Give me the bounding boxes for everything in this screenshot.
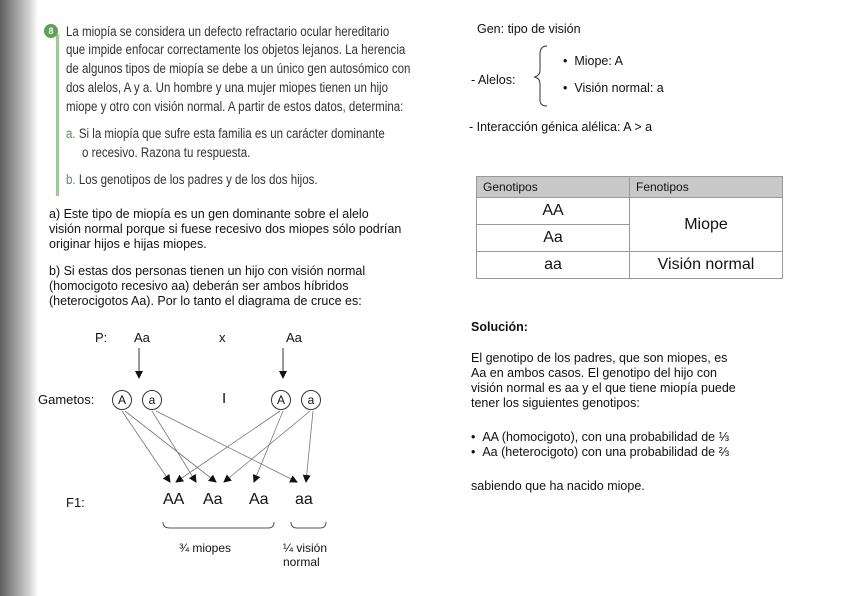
group-miopes-label: ¾ miopes xyxy=(178,541,232,555)
offspring-genotype: aa xyxy=(295,491,313,508)
solution-line: El genotipo de los padres, que son miopes, es xyxy=(471,351,728,365)
gamete-circle: a xyxy=(142,390,162,410)
table-header: Genotipos xyxy=(477,177,630,198)
gen-line: Gen: tipo de visión xyxy=(477,22,581,36)
solution-bullet-text: Aa (heterocigoto) con una probabilidad de ⅔ xyxy=(482,445,730,459)
parent1-genotype: Aa xyxy=(134,330,150,345)
gametes-label: Gametos: xyxy=(38,392,95,407)
gamete-circle: A xyxy=(271,390,291,410)
gamete-circle: a xyxy=(301,390,321,410)
f1-label: F1: xyxy=(66,495,85,510)
solution-title: Solución: xyxy=(471,320,528,334)
table-genotype-cell: aa xyxy=(477,252,630,279)
allele-text: Miope: A xyxy=(574,54,623,68)
answer-b-line: b) Si estas dos personas tienen un hijo con visión normal xyxy=(49,264,366,278)
group-normal-line: normal xyxy=(283,555,320,569)
question-a-text: Si la miopía que sufre esta familia es un carácter dominante xyxy=(78,126,385,141)
question-a-letter: a. xyxy=(66,126,76,141)
exercise-line: La miopía se considera un defecto refractario ocular hereditario xyxy=(66,24,390,39)
exercise-number-badge: 8 xyxy=(44,24,58,38)
exercise-line: dos alelos, A y a. Un hombre y una mujer miopes tienen un hijo xyxy=(66,80,389,95)
offspring-genotype: AA xyxy=(163,491,185,508)
table-phenotype-cell: Visión normal xyxy=(630,252,783,279)
exercise-line: miope y otro con visión normal. A partir de estos datos, determina: xyxy=(66,99,404,114)
allele-item: • Visión normal: a xyxy=(563,81,664,95)
exercise-line: que impide enfocar correctamente los objetos lejanos. La herencia xyxy=(66,42,406,57)
solution-line: tener los siguientes genotipos: xyxy=(471,396,640,410)
offspring-genotype: Aa xyxy=(203,491,223,508)
genotype-table xyxy=(476,176,783,279)
cross-symbol: x xyxy=(219,330,226,345)
answer-a-line: visión normal porque si fuese recesivo dos miopes sólo podrían xyxy=(49,222,402,236)
answer-a-line: originar hijos e hijas miopes. xyxy=(49,237,207,251)
question-b-letter: b. xyxy=(66,172,76,187)
solution-line: Aa en ambos casos. El genotipo del hijo con xyxy=(471,366,717,380)
offspring-genotype: Aa xyxy=(249,491,269,508)
answer-b-line: (heterocigotos Aa). Por lo tanto el diagrama de cruce es: xyxy=(49,294,362,308)
answer-b-line: (homocigoto recesivo aa) deberán ser ambos híbridos xyxy=(49,279,349,293)
solution-closing: sabiendo que ha nacido miope. xyxy=(471,479,645,493)
solution-line: visión normal es aa y el que tiene miopía puede xyxy=(471,381,736,395)
question-b-text: Los genotipos de los padres y de los dos hijos. xyxy=(78,172,318,187)
allele-text: Visión normal: a xyxy=(574,81,664,95)
gamete-separator: I xyxy=(222,390,227,407)
allele-item: • Miope: A xyxy=(563,54,623,68)
question-a-text-2: o recesivo. Razona tu respuesta. xyxy=(82,145,251,160)
exercise-line: de algunos tipos de miopía se debe a un único gen autosómico con xyxy=(66,61,411,76)
solution-bullet: • Aa (heterocigoto) con una probabilidad de ⅔ xyxy=(471,445,730,459)
alelos-label: - Alelos: xyxy=(471,73,516,87)
table-header: Fenotipos xyxy=(630,177,783,198)
gamete-circle: A xyxy=(112,390,132,410)
solution-bullet-text: AA (homocigoto), con una probabilidad de ⅓ xyxy=(482,430,730,444)
p-label: P: xyxy=(95,330,108,345)
table-phenotype-cell: Miope xyxy=(630,198,783,252)
table-genotype-cell: AA xyxy=(477,198,630,225)
interaction-line: - Interacción génica alélica: A > a xyxy=(469,120,653,134)
parent2-genotype: Aa xyxy=(286,330,302,345)
group-normal-line: ¼ visión xyxy=(283,541,328,555)
table-genotype-cell: Aa xyxy=(477,225,630,252)
answer-a-line: a) Este tipo de miopía es un gen dominante sobre el alelo xyxy=(49,207,369,221)
solution-bullet: • AA (homocigoto), con una probabilidad de ⅓ xyxy=(471,430,730,444)
